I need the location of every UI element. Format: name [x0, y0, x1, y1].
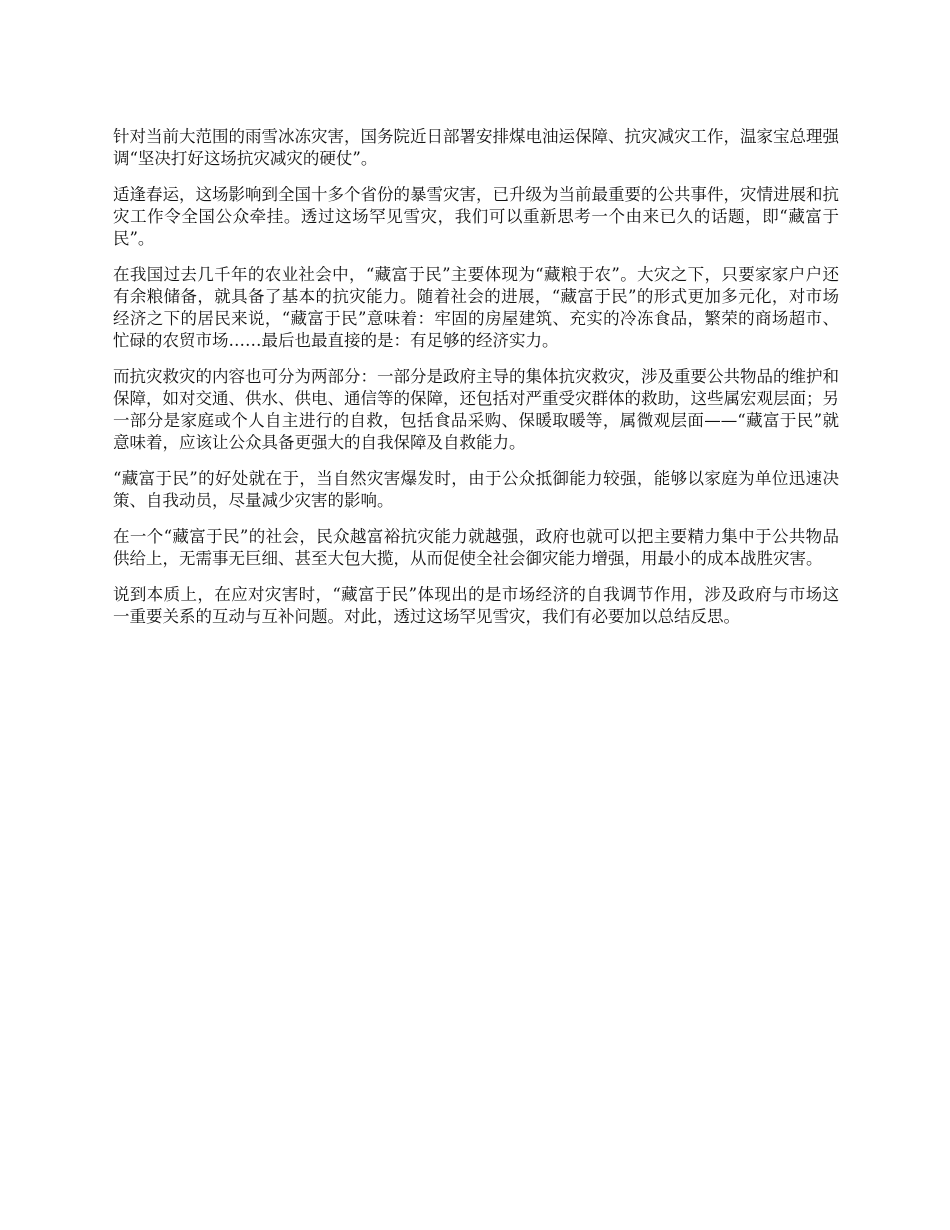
paragraph-5: “藏富于民”的好处就在于，当自然灾害爆发时，由于公众抵御能力较强，能够以家庭为单位迅速决策、自我动员，尽量减少灾害的影响。 — [113, 469, 839, 510]
paragraph-6: 在一个“藏富于民”的社会，民众越富裕抗灾能力就越强，政府也就可以把主要精力集中于公共物品供给上，无需事无巨细、甚至大包大揽，从而促使全社会御灾能力增强，用最小的成本战胜灾害。 — [113, 527, 839, 568]
paragraph-2: 适逢春运，这场影响到全国十多个省份的暴雪灾害，已升级为当前最重要的公共事件，灾情进展和抗灾工作令全国公众牵挂。透过这场罕见雪灾，我们可以重新思考一个由来已久的话题，即“藏富于民”。 — [113, 185, 839, 248]
paragraph-4: 而抗灾救灾的内容也可分为两部分：一部分是政府主导的集体抗灾救灾，涉及重要公共物品的维护和保障，如对交通、供水、供电、通信等的保障，还包括对严重受灾群体的救助，这些属宏观层面；另一部分是家庭或个人自主进行的自救，包括食品采购、保暖取暖等，属微观层面——“藏富于民”就意味着，应该让公众具备更强大的自我保障及自救能力。 — [113, 367, 839, 452]
paragraph-1: 针对当前大范围的雨雪冰冻灾害，国务院近日部署安排煤电油运保障、抗灾减灾工作，温家宝总理强调“坚决打好这场抗灾减灾的硬仗”。 — [113, 127, 839, 168]
document-body — [113, 126, 839, 642]
paragraph-7: 说到本质上，在应对灾害时，“藏富于民”体现出的是市场经济的自我调节作用，涉及政府与市场这一重要关系的互动与互补问题。对此，透过这场罕见雪灾，我们有必要加以总结反思。 — [113, 585, 839, 626]
paragraph-3: 在我国过去几千年的农业社会中，“藏富于民”主要体现为“藏粮于农”。大灾之下，只要家家户户还有余粮储备，就具备了基本的抗灾能力。随着社会的进展，“藏富于民”的形式更加多元化，对市场经济之下的居民来说，“藏富于民”意味着：牢固的房屋建筑、充实的冷冻食品，繁荣的商场超市、忙碌的农贸市场……最后也最直接的是：有足够的经济实力。 — [113, 265, 839, 350]
